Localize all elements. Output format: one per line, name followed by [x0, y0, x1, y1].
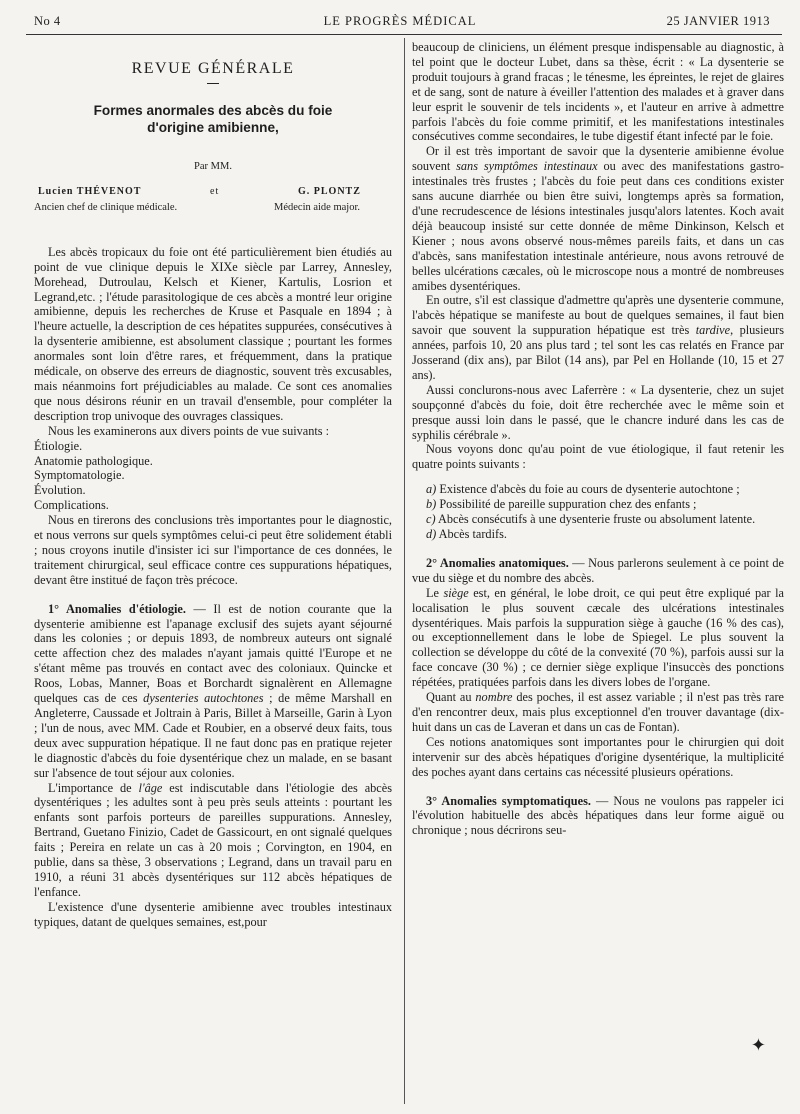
paragraph-laferrere: Aussi conclurons-nous avec Laferrère : « La dysenterie, chez un sujet soupçonné d'abcès du foie, doit être recherchée avec le même soin et presque aussi loin dans le passé, que le chancre induré dans les cas de syphilis cérébrale ».: [412, 382, 784, 442]
article-title-line-2: d'origine amibienne,: [147, 119, 279, 135]
list-item: Complications.: [34, 498, 109, 513]
paragraph-siege: Le siège est, en général, le lobe droit, ce qui peut être expliqué par la localisation le plus souvent cæcale des ulcérations intestinales dysentériques. Mais parfois la suppuration siège à gauche (16 % des cas), ou exceptionnellement dans le lobe de Spiegel. Le plus souvent la collection se développe du côté de la convexité (70 %), parfois aussi sur la face concave (30 %) ; ce dernier siège explique l'insuccès des ponctions répétées, pratiquées parfois dans les divers lobes de l'organe.: [412, 585, 784, 690]
running-header: [22, 14, 778, 32]
list-item: d) Abcès tardifs.: [426, 527, 507, 541]
column-divider: [404, 38, 405, 1104]
author-roles: [34, 201, 392, 217]
section-2-paragraph: 2° Anomalies anatomiques. — Nous parlerons seulement à ce point de vue du siège et du nombre des abcès.: [412, 555, 784, 585]
list-item: c) Abcès consécutifs à une dysenterie fruste ou absolument latente.: [426, 512, 756, 527]
ornament-star-icon: ✦: [750, 1035, 766, 1055]
left-column: [34, 40, 392, 930]
paragraph-sans-symptomes: Or il est très important de savoir que la dysenterie amibienne évolue souvent sans symptômes intestinaux ou avec des manifestations gastro-intestinales très frustes ; l'abcès du foie peut dans ces conditions exister sans aucune diarrhée ou bien être suivi, longtemps après sa formation, d'une recrudescence de lésions intestinales jusqu'alors latentes. Koch avait déjà beaucoup insisté sur cette donnée de même Dinkinson, Kelsch et Kiener ; nous avons observé nous-mêmes pareils faits, et dans un cas d'abcès, sans manifestation intestinale antérieure, nous avons retrouvé de belles ulcérations cæcales, où le microscope nous a montré de nombreuses amibes dysentériques.: [412, 144, 785, 293]
issue-date: 25 JANVIER 1913: [666, 14, 770, 28]
list-item: a) Existence d'abcès du foie au cours de dysenterie autochtone ;: [426, 482, 740, 497]
intro-paragraph: Les abcès tropicaux du foie ont été particulièrement bien étudiés au point de vue clinique depuis le XIXe siècle par Larrey, Annesley, Morehead, Dutroulau, Kelsch et Kiener, Kartulis, Losrion et Legrand,etc. ; l'étude parasitologique de ces abcès a montré leur origine amibienne, depuis les recherches de Kruse et Pasquale en 1894 ; à l'heure actuelle, la description de ces hépatites suppurées, consécutives à la dysenterie amibienne, est absolument classique ; pourtant les formes anormales sont loin d'être rares, et fréquemment, dans la pratique médicale, on observe des erreurs de diagnostic, souvent très excusables, mais néanmoins fort préjudiciables au malade. Ce sont ces anomalies que nous désirons réunir en un travail d'ensemble, pour compléter la description trop univoque des ouvrages classiques.: [34, 244, 392, 423]
author-1-role: Ancien chef de clinique médicale.: [34, 201, 178, 213]
byline-par: Par MM.: [194, 160, 232, 172]
author-2-role: Médecin aide major.: [274, 201, 361, 213]
section-3-heading: 3° Anomalies symptomatiques.: [426, 793, 591, 808]
list-item: Symptomatologie.: [34, 468, 125, 483]
section-1-heading: 1° Anomalies d'étiologie.: [48, 601, 186, 616]
title-dash: [207, 83, 219, 84]
section-2-heading: 2° Anomalies anatomiques.: [426, 555, 569, 570]
right-column: [412, 40, 784, 838]
section-1-paragraph: 1° Anomalies d'étiologie. — Il est de notion courante que la dysenterie amibienne est l'apanage exclusif des sujets ayant séjourné dans les colonies ; or depuis 1893, de nombreux auteurs ont signalé cette affection chez des malades n'ayant jamais quitté l'Europe et ne s'étant même pas trouvés en contact avec des coloniaux. Quincke et Roos, Lobas, Manner, Boas et Borchardt signalèrent en Allemagne quelques cas de ces dysenteries autochtones ; de même Marshall en Angleterre, Caussade et Joltrain à Paris, Billet à Marseille, Garin à Lyon ; l'un de nous, avec MM. Cade et Roubier, en a observé deux faits, tous deux avec suppuration hépatique. Il ne faut donc pas en pratique rejeter le diagnostic d'abcès du foie dysentérique chez un malade, en se basant sur l'absence de tout séjour aux colonies.: [34, 601, 392, 780]
list-item: Étiologie.: [34, 438, 83, 453]
article-title-line-1: Formes anormales des abcès du foie: [93, 102, 333, 118]
paragraph-quatre-points: Nous voyons donc qu'au point de vue étiologique, il faut retenir les quatre points suivants :: [412, 442, 784, 472]
paragraph-age: L'importance de l'âge est indiscutable dans l'étiologie des abcès dysentériques ; les adultes sont à peu près seuls atteints : pourtant les enfants sont parfois porteurs de pareilles suppurations. Annesley, Bertrand, Guetano Finizio, Cadet de Gassicourt, en ont signalé quelques faits ; Pereira en relate un cas à 20 mois ; Corvington, en 1904, en publie, dans sa thèse, 3 observations ; Legrand, dans un travail paru en 1910, a réuni 31 abcès dysentériques sur 112 abcès hépatiques de l'enfance.: [34, 780, 392, 899]
paragraph-last-left: L'existence d'une dysenterie amibienne avec troubles intestinaux typiques, datant de quelques semaines, est,pour: [34, 899, 392, 929]
authors: [34, 185, 392, 201]
paragraph-notions: Ces notions anatomiques sont importantes pour le chirurgien qui doit intervenir sur des abcès hépatiques d'origine dysentérique, la multiplicité des poches ayant dans certains cas nécessité plusieurs opérations.: [412, 734, 784, 779]
list-item: Anatomie pathologique.: [34, 453, 153, 468]
list-item: b) Possibilité de pareille suppuration chez des enfants ;: [426, 497, 697, 512]
section-3-paragraph: 3° Anomalies symptomatiques. — Nous ne voulons pas rappeler ici l'évolution habituelle des abcès hépatiques dans leur forme aiguë ou chronique ; nous décrirons seu-: [412, 793, 785, 838]
paragraph-nombre: Quant au nombre des poches, il est assez variable ; il n'est pas très rare d'en rencontrer deux, mais plus exceptionnel d'en trouver davantage (dix-huit dans un cas de Laveran et dans un cas de Fontan).: [412, 690, 784, 734]
paragraph-tardive: En outre, s'il est classique d'admettre qu'après une dysenterie commune, l'abcès hépatique se manifeste au bout de quelques semaines, il faut bien savoir que souvent la suppuration hépatique est très tardive, plusieurs années, parfois 10, 20 ans plus tard ; tel sont les cas relatés en France par Josserand (dix ans), par Bilot (14 ans), par Pel en Hollande (10, 15 et 27 ans).: [412, 293, 784, 382]
header-rule: [26, 34, 782, 35]
section-title: REVUE GÉNÉRALE: [131, 60, 295, 77]
paragraph-continued: beaucoup de cliniciens, un élément presque indispensable au diagnostic, à tel point que le docteur Lubet, dans sa thèse, écrit : « La dysenterie se produit toujours à grand fracas ; le ténesme, les épreintes, le rejet de glaires et de sang, sont de nature à éveiller l'attention des malades et à graver dans leur esprit le souvenir de tels incidents », et l'auteur en arrive à admettre parfois l'abcès du foie comme primitif, et les manifestations intestinales consécutives comme secondaires, le tube digestif étant infecté par le foie.: [412, 40, 784, 144]
paragraph-points-de-vue: Nous les examinerons aux divers points de vue suivants :: [48, 423, 330, 438]
article-title: [34, 102, 392, 136]
list-item: Évolution.: [34, 483, 86, 498]
journal-name: LE PROGRÈS MÉDICAL: [323, 14, 477, 28]
author-conjunction: et: [210, 185, 220, 197]
page-number: No 4: [34, 14, 61, 28]
author-2: G. PLONTZ: [298, 185, 361, 197]
author-1: Lucien THÉVENOT: [38, 185, 142, 197]
paragraph-conclusions: Nous en tirerons des conclusions très importantes pour le diagnostic, et nous verrons sur quels symptômes celui-ci peut être solidement établi ; nous croyons inutile d'insister ici sur l'importance de ces données, le traitement chirurgical, seul efficace contre ces suppurations hépatiques, devant être institué de façon très précoce.: [34, 513, 392, 587]
